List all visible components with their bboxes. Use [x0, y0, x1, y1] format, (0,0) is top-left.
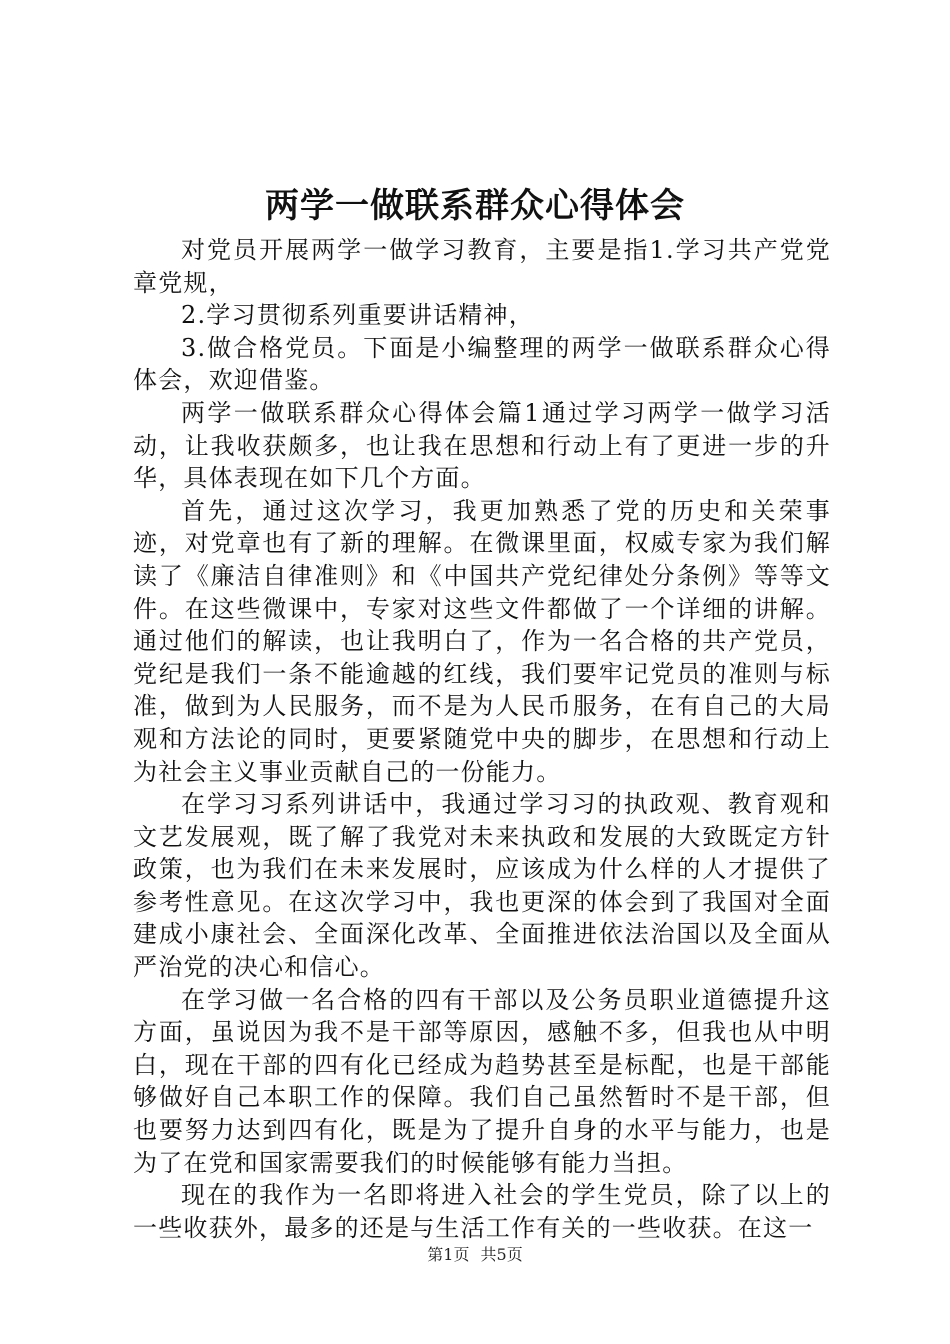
paragraph-2: 2.学习贯彻系列重要讲话精神， — [181, 301, 534, 330]
page-number: 第1页 — [427, 1245, 470, 1264]
paragraph-1: 对党员开展两学一做学习教育，主要是指1.学习共产党党章党规， — [133, 236, 831, 297]
paragraph-8: 现在的我作为一名即将进入社会的学生党员，除了以上的一些收获外，最多的还是与生活工作有关的一些收获。在这一 — [133, 1181, 831, 1242]
document-title: 两学一做联系群众心得体会 — [265, 186, 685, 226]
paragraph-7: 在学习做一名合格的四有干部以及公务员职业道德提升这方面，虽说因为我不是干部等原因，感触不多，但我也从中明白，现在干部的四有化已经成为趋势甚至是标配，也是干部能够做好自己本职工作的保障。我们自己虽然暂时不是干部，但也要努力达到四有化，既是为了提升自身的水平与能力，也是为了在党和国家需要我们的时候能够有能力当担。 — [133, 985, 831, 1177]
paragraph-3: 3.做合格党员。下面是小编整理的两学一做联系群众心得体会，欢迎借鉴。 — [133, 333, 831, 395]
page-footer — [0, 1244, 950, 1266]
paragraph-5: 首先，通过这次学习，我更加熟悉了党的历史和关荣事迹，对党章也有了新的理解。在微课里面，权威专家为我们解读了《廉洁自律准则》和《中国共产党纪律处分条例》等等文件。在这些微课中，专家对这些文件都做了一个详细的讲解。通过他们的解读，也让我明白了，作为一名合格的共产党员，党纪是我们一条不能逾越的红线，我们要牢记党员的准则与标准，做到为人民服务，而不是为人民币服务，在有自己的大局观和方法论的同时，更要紧随党中央的脚步，在思想和行动上为社会主义事业贡献自己的一份能力。 — [133, 496, 831, 786]
paragraph-6: 在学习习系列讲话中，我通过学习习的执政观、教育观和文艺发展观，既了解了我党对未来执政和发展的大致既定方针政策，也为我们在未来发展时，应该成为什么样的人才提供了参考性意见。在这次学习中，我也更深的体会到了我国对全面建成小康社会、全面深化改革、全面推进依法治国以及全面从严治党的决心和信心。 — [133, 790, 831, 982]
paragraph-4: 两学一做联系群众心得体会篇1通过学习两学一做学习活动，让我收获颇多，也让我在思想和行动上有了更进一步的升华，具体表现在如下几个方面。 — [133, 398, 831, 493]
document-body — [133, 234, 831, 1244]
page-total: 共5页 — [480, 1245, 523, 1264]
